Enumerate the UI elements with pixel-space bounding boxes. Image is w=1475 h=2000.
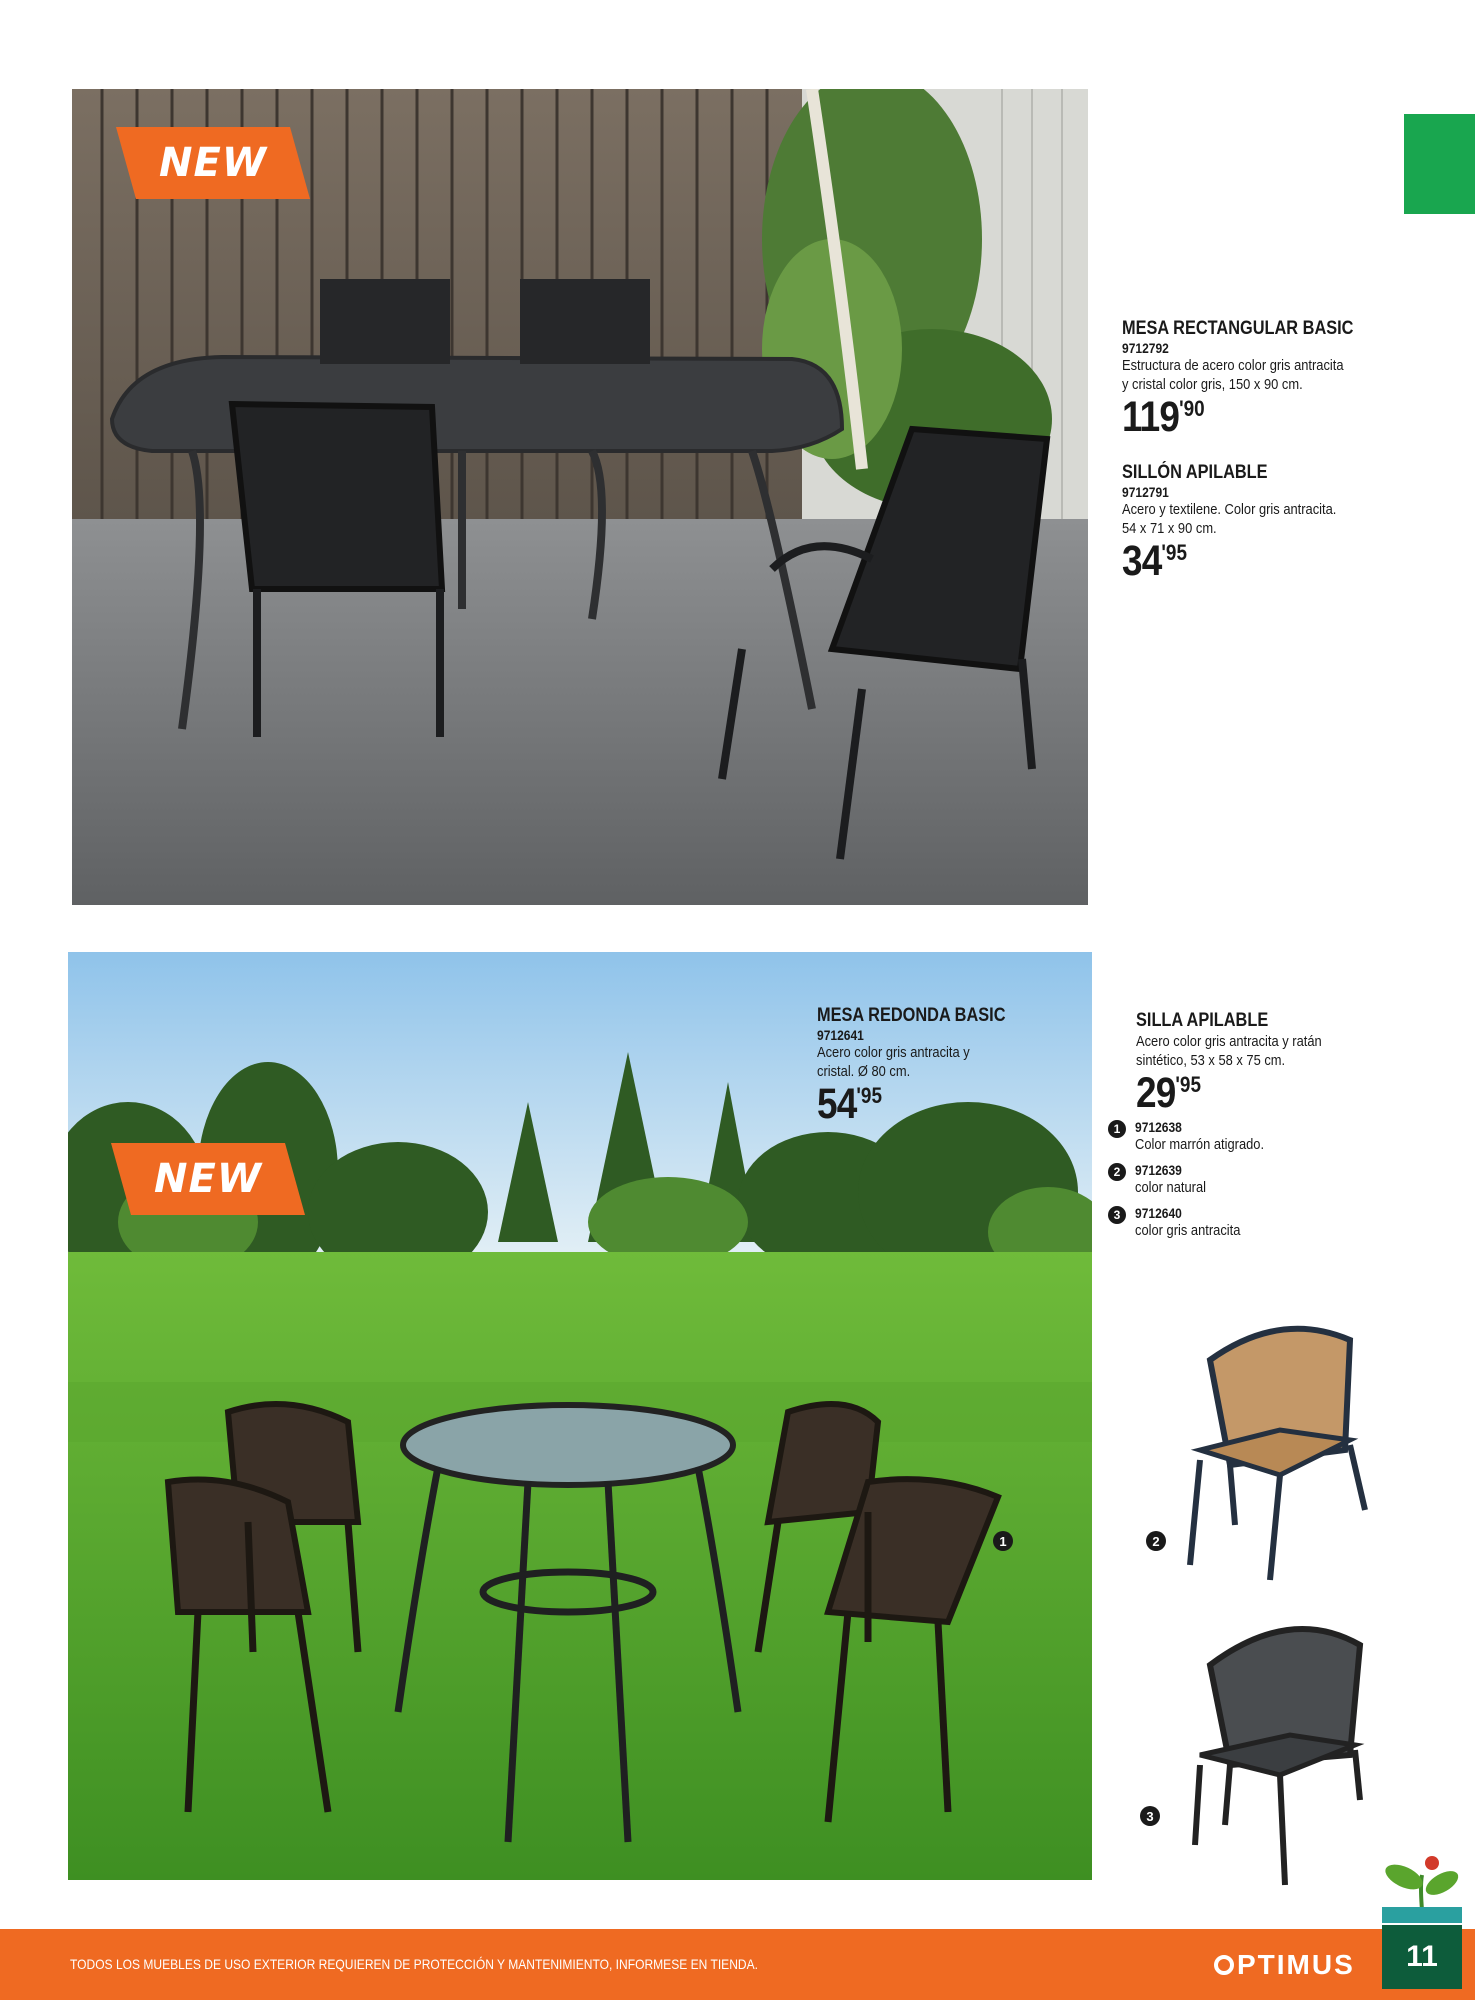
variant-desc: color gris antracita xyxy=(1135,1222,1241,1239)
product-name: SILLA APILABLE xyxy=(1136,1010,1269,1031)
price-integer: 119 xyxy=(1122,393,1180,441)
new-badge-label: NEW xyxy=(159,140,267,186)
product-price xyxy=(1122,537,1336,585)
product-description-line: y cristal color gris, 150 x 90 cm. xyxy=(1122,376,1303,393)
product-sillon-apilable xyxy=(1122,462,1371,583)
variant-code: 9712638 xyxy=(1135,1119,1182,1135)
variant-item xyxy=(1108,1119,1285,1153)
price-decimal: '95 xyxy=(1175,1072,1201,1097)
product-description-line: Acero color gris antracita y xyxy=(817,1044,970,1061)
variant-number: 3 xyxy=(1108,1206,1126,1224)
variant-number: 2 xyxy=(1108,1163,1126,1181)
footer-bar xyxy=(0,1929,1475,2000)
page-number: 11 xyxy=(1406,1940,1438,1973)
brand-logo xyxy=(1214,1949,1355,1981)
new-badge-bottom xyxy=(111,1143,305,1215)
product-name: SILLÓN APILABLE xyxy=(1122,462,1268,483)
product-description-line: Estructura de acero color gris antracita xyxy=(1122,357,1344,374)
variant-marker-1: 1 xyxy=(993,1531,1013,1551)
new-badge-top xyxy=(116,127,310,199)
product-price xyxy=(1136,1069,1322,1117)
photo-rectangular-table-set xyxy=(72,89,1088,905)
section-color-tab xyxy=(1404,114,1475,214)
photo-chair-natural xyxy=(1170,1300,1380,1585)
price-integer: 34 xyxy=(1122,537,1162,585)
variant-number: 1 xyxy=(1108,1120,1126,1138)
product-description-line: 54 x 71 x 90 cm. xyxy=(1122,520,1217,537)
variant-marker-2: 2 xyxy=(1146,1531,1166,1551)
photo-chair-gray xyxy=(1170,1605,1380,1890)
brand-name: PTIMUS xyxy=(1237,1949,1355,1980)
product-name: MESA RECTANGULAR BASIC xyxy=(1122,318,1354,339)
price-decimal: '95 xyxy=(856,1083,882,1108)
variant-desc: color natural xyxy=(1135,1179,1206,1196)
brand-o-icon xyxy=(1214,1955,1234,1975)
product-silla-apilable xyxy=(1136,1010,1352,1115)
product-description-line: sintético, 53 x 58 x 75 cm. xyxy=(1136,1052,1286,1069)
product-code: 9712791 xyxy=(1122,484,1169,500)
variant-code: 9712640 xyxy=(1135,1205,1182,1221)
footer-note: TODOS LOS MUEBLES DE USO EXTERIOR REQUIEREN DE PROTECCIÓN Y MANTENIMIENTO, INFORMESE EN TIENDA. xyxy=(70,1956,758,1972)
price-integer: 29 xyxy=(1136,1069,1176,1117)
product-price xyxy=(817,1080,1006,1128)
variant-code: 9712639 xyxy=(1135,1162,1182,1178)
product-mesa-redonda xyxy=(817,1005,1036,1126)
product-price xyxy=(1122,393,1353,441)
new-badge-label: NEW xyxy=(154,1156,262,1202)
variant-desc: Color marrón atigrado. xyxy=(1135,1136,1265,1153)
price-decimal: '95 xyxy=(1161,540,1187,565)
product-code: 9712792 xyxy=(1122,340,1169,356)
price-decimal: '90 xyxy=(1179,396,1205,421)
product-description-line: cristal. Ø 80 cm. xyxy=(817,1063,911,1080)
product-description-line: Acero color gris antracita y ratán xyxy=(1136,1033,1322,1050)
product-name: MESA REDONDA BASIC xyxy=(817,1005,1006,1026)
page-number-box xyxy=(1382,1925,1462,1989)
variant-item xyxy=(1108,1205,1258,1239)
plant-pot-icon xyxy=(1372,1855,1472,1935)
product-code: 9712641 xyxy=(817,1027,864,1043)
product-mesa-rectangular xyxy=(1122,318,1391,439)
variant-item xyxy=(1108,1162,1218,1196)
variant-marker-3: 3 xyxy=(1140,1806,1160,1826)
product-description-line: Acero y textilene. Color gris antracita. xyxy=(1122,501,1337,518)
price-integer: 54 xyxy=(817,1080,857,1128)
